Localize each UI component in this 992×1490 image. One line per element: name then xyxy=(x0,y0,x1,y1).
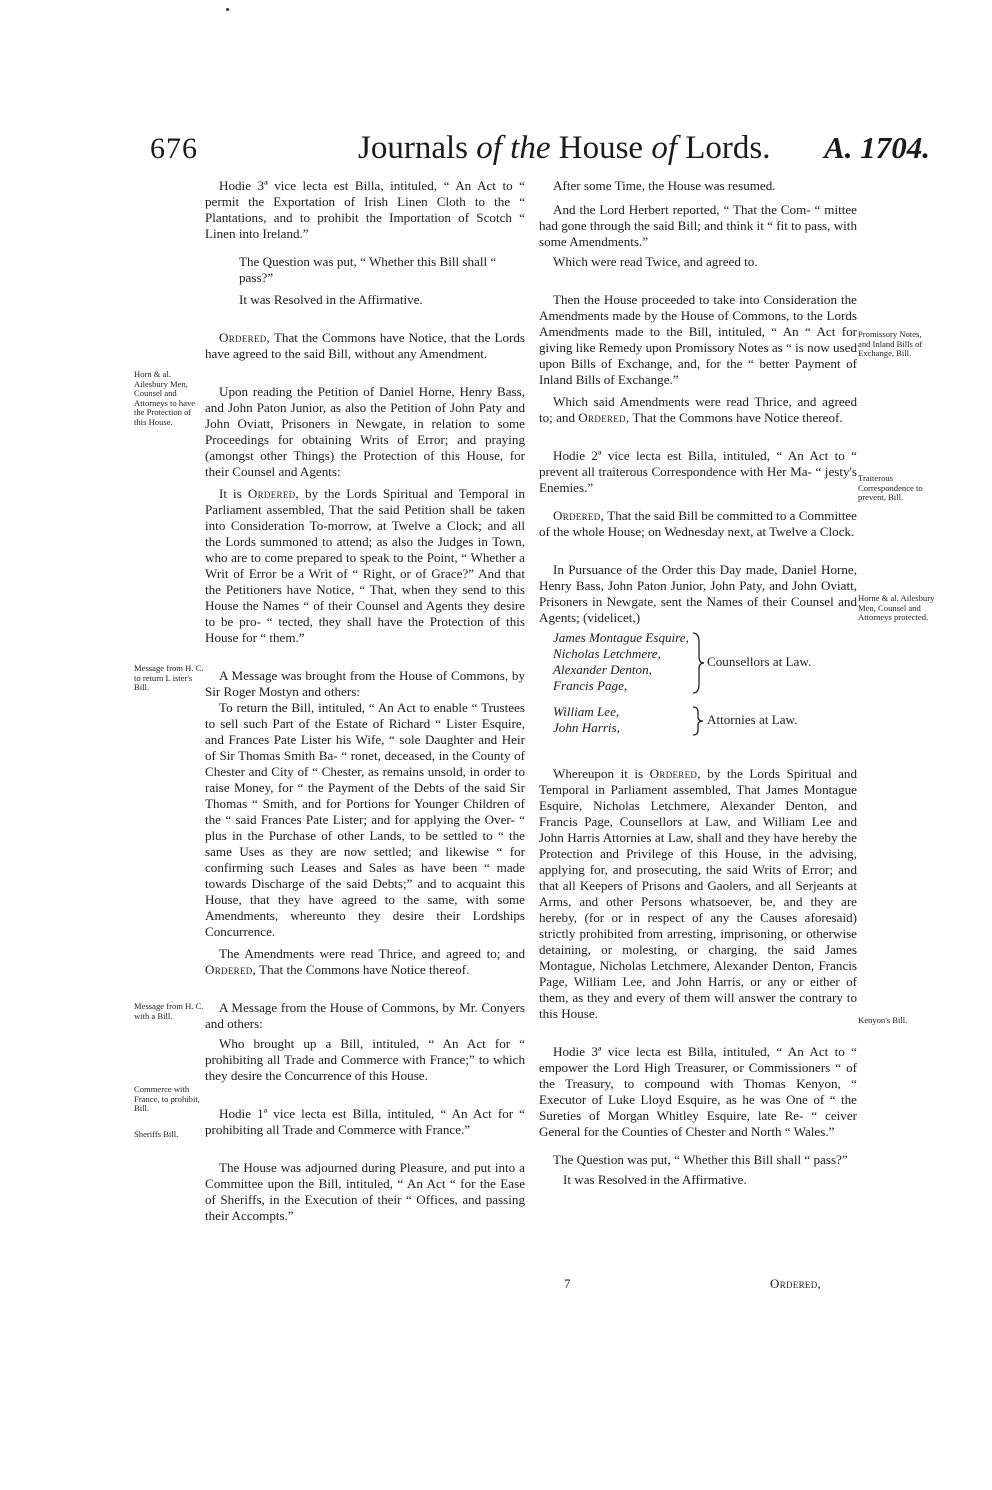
catchword: Ordered, xyxy=(770,1276,822,1291)
counsel-names xyxy=(553,630,689,694)
ordered-word: Ordered, xyxy=(247,486,299,501)
paragraph: Hodie 3ª vice lecta est Billa, intituled, “ An Act to “ empower the Lord High Treasurer, or Commissioners “ of the Treasury, to compound with Thomas Kenyon, “ Executor of Luke Lloyd Esquire, as he was One of “ the Sureties of Morgan Whitley Esquire, late Re- “ ceiver General for the Counties of Chester and North “ Wales.” xyxy=(539,1044,857,1139)
ordered-word: Ordered, xyxy=(649,766,701,781)
paragraph-text: That the Commons have Notice thereof. xyxy=(256,962,470,977)
paragraph-text: Whereupon it is xyxy=(553,766,650,781)
paragraph-text: by the Lords Spiritual and Temporal in Parliament assembled, That James Montague Esquire, Nicholas Letchmere, Alexander Denton, and Francis Page, Counsellors at Law, and William Lee and John Harris Attornies at Law, shall and they have hereby the Protection and Privilege of this House, in the advising, applying for, and prosecuting, the said Writs of Error; and that all Keepers of Prisons and Gaolers, and all Serjeants at Arms, and other Persons whatsoever, be, and they are hereby, (for or in respect of any the Causes aforesaid) strictly prohibited from arresting, imprisoning, or otherwise detaining, or molesting, or charging, the said James Montague, Nicholas Letchmere, Alexander Denton, Francis Page, William Lee, and John Harris, or any or either of them, as they and every of them will answer the contrary to this House. xyxy=(539,766,858,1021)
title-word: House xyxy=(558,130,644,166)
margin-note: Horne & al. Ailesbury Men, Counsel and Attorneys protected. xyxy=(858,593,935,622)
question: The Question was put, “ Whether this Bill shall “ pass?” xyxy=(239,254,497,285)
ordered-word: Ordered, xyxy=(219,330,271,345)
counsel-name: Alexander Denton, xyxy=(553,662,652,677)
resolution: It was Resolved in the Affirmative. xyxy=(563,1172,747,1187)
paragraph: Hodie 1ª vice lecta est Billa, intituled, “ An Act for “ prohibiting all Trade and Commerce with France.” xyxy=(205,1106,525,1137)
title-word: Journals xyxy=(358,130,468,166)
paragraph-text: That the Commons have Notice thereof. xyxy=(629,410,843,425)
margin-note: Message from H. C. with a Bill. xyxy=(134,1001,204,1021)
paragraph-text: Which said Amendments were read Thrice, and agreed to; and xyxy=(539,394,857,425)
ordered-word: Ordered, xyxy=(578,410,630,425)
paragraph: And the Lord Herbert reported, “ That the Com- “ mittee had gone through the said Bill; and think it “ fit to pass, with some Amendments.” xyxy=(539,202,857,249)
counsel-label: Counsellors at Law. xyxy=(707,654,812,669)
running-year: A. 1704. xyxy=(824,130,930,165)
paragraph xyxy=(205,946,525,978)
title-word: Lords. xyxy=(685,130,771,166)
running-header xyxy=(150,132,930,172)
paragraph-text: by the Lords Spiritual and Temporal in Parliament assembled, That the said Petition shall be taken into Consideration To-morrow, at Twelve a Clock; and all the Lords summoned to attend; as also the Judges in Town, who are to come prepared to speak to the Point, “ Whether a Writ of Error be a Writ of “ Right, or of Grace?” And that the Petitioners have Notice, “ That, when they send to this House the Names “ of their Counsel and Agents they desire to be pro- “ tected, they shall have the Protection of this House for “ them.” xyxy=(205,486,525,645)
signature-mark: 7 xyxy=(564,1276,571,1291)
title-word: of xyxy=(651,130,677,166)
paragraph xyxy=(539,766,857,1022)
resolution: It was Resolved in the Affirmative. xyxy=(239,292,423,307)
ordered-word: Ordered, xyxy=(205,962,257,977)
title-word: the xyxy=(510,130,551,166)
counsel-name: James Montague Esquire, xyxy=(553,630,689,645)
page-number: 676 xyxy=(150,132,198,165)
paragraph xyxy=(205,486,525,646)
paragraph: The House was adjourned during Pleasure, and put into a Committee upon the Bill, intituled, “ An Act “ for the Ease of Sheriffs, in the Execution of their “ Offices, and passing their Accompts.” xyxy=(205,1160,525,1223)
counsel-name: Nicholas Letchmere, xyxy=(553,646,661,661)
attorney-label: Attornies at Law. xyxy=(707,712,798,727)
paragraph-text: The Amendments were read Thrice, and agreed to; and xyxy=(219,946,525,961)
margin-note: Message from H. C. to return L ister's Bill. xyxy=(134,663,204,692)
question: The Question was put, “ Whether this Bill shall “ pass?” xyxy=(553,1152,848,1167)
paragraph: To return the Bill, intituled, “ An Act to enable “ Trustees to sell such Part of the Estate of Richard “ Lister Esquire, and Frances Pate Lister his Wife, “ sole Daughter and Heir of Sir Thomas Smith Ba- “ ronet, deceased, in the County of Chester and City of “ Chester, as remains unsold, in order to raise Money, for “ the Payment of the Debts of the said Sir Thomas “ Smith, and for Portions for Younger Children of the “ said Frances Pate Lister; and for applying the Over- “ plus in the Purchase of other Lands, to be settled to “ the same Uses as they are now settled; and likewise “ for confirming such Leases and Sales as have been “ made towards Discharge of the said Debts;” and to acquaint this House, that they have agreed to the same, with some Amendments, whereunto they desire their Lordships Concurrence. xyxy=(205,700,525,939)
print-speck xyxy=(226,8,229,11)
title-word: of xyxy=(476,130,502,166)
paragraph: After some Time, the House was resumed. xyxy=(553,178,776,193)
left-column xyxy=(205,178,525,1224)
paragraph-text: That the said Bill be committed to a Committee of the whole House; on Wednesday next, at Twelve a Clock. xyxy=(539,508,857,539)
paragraph xyxy=(205,330,525,362)
brace-icon xyxy=(691,632,705,694)
right-column xyxy=(539,178,857,1188)
paragraph-text: It is xyxy=(219,486,248,501)
paragraph: Hodie 3ª vice lecta est Billa, intituled, “ An Act to “ permit the Exportation of Irish Linen Cloth to the “ Plantations, and to prohibit the Importation of Scotch “ Linen into Ireland.” xyxy=(205,178,525,241)
running-title xyxy=(358,130,771,167)
paragraph: Then the House proceeded to take into Consideration the Amendments made by the House of Commons, to the Lords Amendments made to the Bill, intituled, “ An “ Act for giving like Remedy upon Promissory Notes as “ is now used upon Bills of Exchange, and, for the “ better Payment of Inland Bills of Exchange.” xyxy=(539,292,857,387)
brace-icon xyxy=(691,706,705,736)
paragraph xyxy=(539,394,857,426)
paragraph: Who brought up a Bill, intituled, “ An Act for “ prohibiting all Trade and Commerce with France;” to which they desire the Concurrence of this House. xyxy=(205,1036,525,1083)
attorney-names xyxy=(553,704,620,736)
paragraph xyxy=(539,508,857,540)
paragraph-text: That the Commons have Notice, that the Lords have agreed to the said Bill, without any Amendment. xyxy=(205,330,525,361)
paragraph: Hodie 2ª vice lecta est Billa, intituled, “ An Act to “ prevent all traiterous Correspondence with Her Ma- “ jesty's Enemies.” xyxy=(539,448,857,495)
attorney-name: William Lee, xyxy=(553,704,620,719)
paragraph: A Message from the House of Commons, by Mr. Conyers and others: xyxy=(205,1000,525,1031)
margin-note: Traiterous Correspondence to prevent, Bill. xyxy=(858,473,923,502)
paragraph: A Message was brought from the House of Commons, by Sir Roger Mostyn and others: xyxy=(205,668,525,699)
paragraph: Upon reading the Petition of Daniel Horne, Henry Bass, and John Paton Junior, as also the Petition of John Paty and John Oviatt, Prisoners in Newgate, in relation to some Proceedings for obtaining Writs of Error; and praying (amongst other Things) the Protection of this House, for their Counsel and Agents: xyxy=(205,384,525,479)
margin-note: Horn & al. Ailesbury Men, Counsel and Attorneys to have the Protection of this House. xyxy=(134,369,196,427)
margin-note: Sheriffs Bill. xyxy=(134,1129,179,1139)
margin-note: Kenyon's Bill. xyxy=(858,1015,908,1025)
margin-note: Commerce with France, to prohibit, Bill. xyxy=(134,1084,200,1113)
counsel-list xyxy=(539,630,857,748)
paragraph: Which were read Twice, and agreed to. xyxy=(553,254,758,269)
margin-note: Promissory Notes, and Inland Bills of Exchange, Bill. xyxy=(858,329,923,358)
counsel-name: Francis Page, xyxy=(553,678,628,693)
paragraph: In Pursuance of the Order this Day made, Daniel Horne, Henry Bass, John Paton Junior, John Paty, and John Oviatt, Prisoners in Newgate, sent the Names of their Counsel and Agents; (videlicet,) xyxy=(539,562,857,625)
ordered-word: Ordered, xyxy=(553,508,605,523)
attorney-name: John Harris, xyxy=(553,720,620,735)
